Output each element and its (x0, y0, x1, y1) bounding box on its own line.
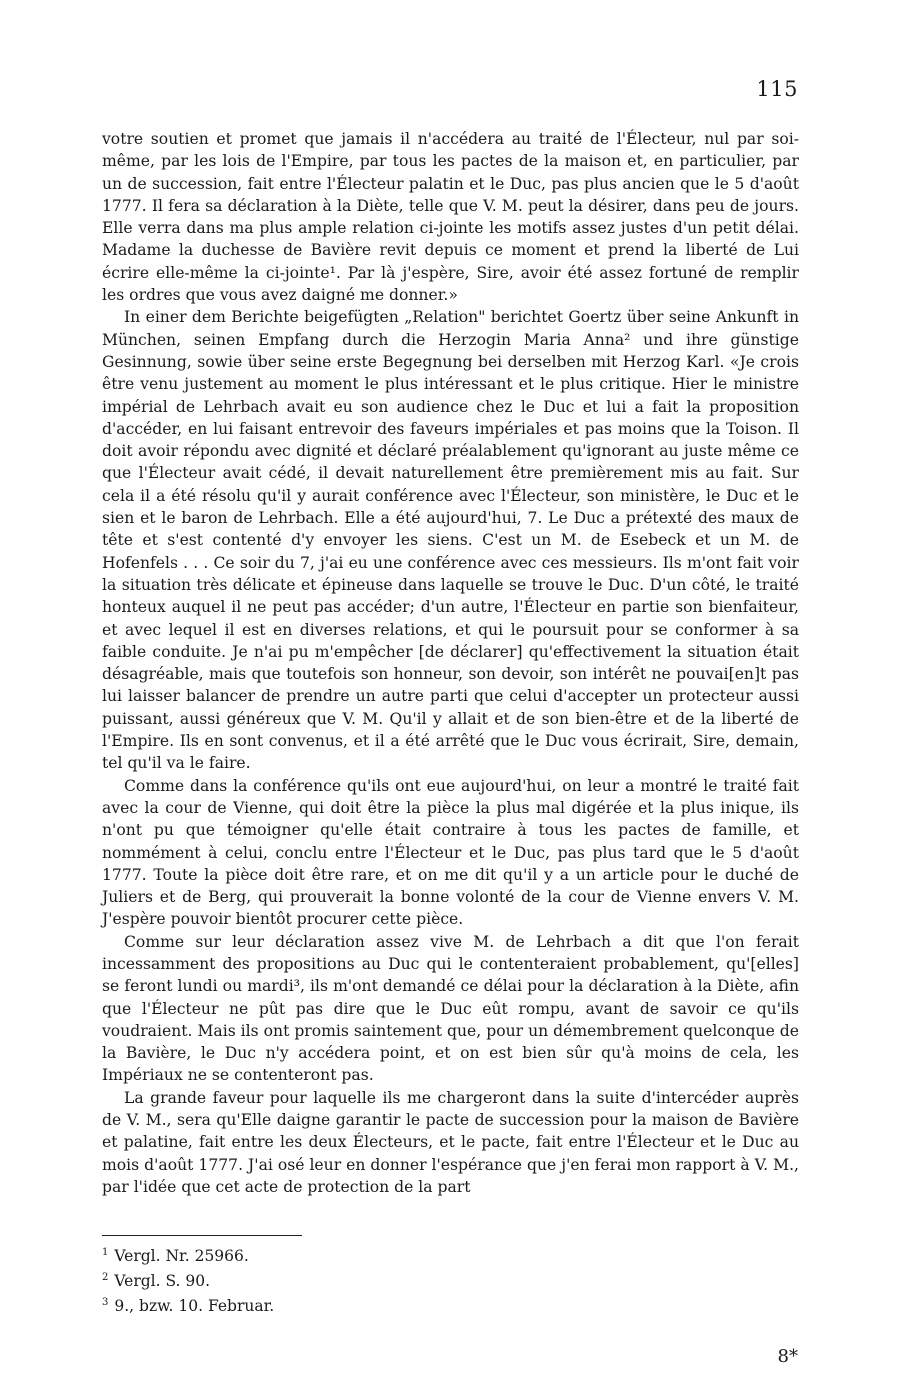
footnote (102, 1292, 502, 1317)
paragraph: votre soutien et promet que jamais il n'accédera au traité de l'Électeur, nul par soi-même, par les lois de l'Empire, par tous les pactes de la maison et, en particulier, par un de succession, fait entre l'Électeur palatin et le Duc, pas plus ancien que le 5 d'août 1777. Il fera sa déclaration à la Diète, telle que V. M. peut la désirer, dans peu de jours. Elle verra dans ma plus ample relation ci-jointe les motifs assez justes d'un petit délai. Madame la duchesse de Bavière revit depuis ce moment et prend la liberté de Lui écrire elle-même la ci-jointe¹. Par là j'espère, Sire, avoir été assez fortuné de remplir les ordres que vous avez daigné me donner.» (102, 130, 799, 305)
footnote-divider (102, 1235, 302, 1236)
footnote-mark: 2 (102, 1272, 109, 1284)
body-text (102, 128, 799, 1198)
footnote-text: Vergl. Nr. 25966. (114, 1247, 249, 1266)
footnote-mark: 1 (102, 1247, 109, 1258)
paragraph: La grande faveur pour laquelle ils me chargeront dans la suite d'intercéder auprès de V. M., sera qu'Elle daigne garantir le pacte de succession pour la maison de Bavière et palatine, fait entre les deux Électeurs, et le pacte, fait entre l'Électeur et le Duc au mois d'août 1777. J'ai osé leur en donner l'espérance que j'en ferai mon rapport à V. M., par l'idée que cet acte de protection de la part (102, 1088, 799, 1196)
footnote-mark: 3 (102, 1297, 109, 1309)
page-number: 115 (756, 77, 798, 101)
paragraph: Comme sur leur déclaration assez vive M. de Lehrbach a dit que l'on ferait incessamment des propositions au Duc qui le contenteraient probablement, qu'[elles] se feront lundi ou mardi³, ils m'ont demandé ce délai pour la déclaration à la Diète, afin que l'Électeur ne pût pas dire que le Duc eût rompu, avant de savoir ce qu'ils voudraient. Mais ils ont promis saintement que, pour un démembrement quelconque de la Bavière, le Duc n'y accédera point, et on est bien sûr qu'à moins de cela, les Impériaux ne se contenteront pas. (102, 932, 799, 1085)
footnote (102, 1242, 502, 1267)
sheet-signature: 8* (777, 1346, 798, 1367)
footnote-text: Vergl. S. 90. (114, 1272, 211, 1291)
footnotes (102, 1242, 502, 1317)
footnote (102, 1267, 502, 1292)
footnote-text: 9., bzw. 10. Februar. (114, 1297, 275, 1316)
paragraph: Comme dans la conférence qu'ils ont eue aujourd'hui, on leur a montré le traité fait avec la cour de Vienne, qui doit être la pièce la plus mal digérée et la plus inique, ils n'ont pu que témoigner qu'elle était contraire à tous les pactes de famille, et nommément à celui, conclu entre l'Électeur et le Duc, pas plus tard que le 5 d'août 1777. Toute la pièce doit être rare, et on me dit qu'il y a un article pour le duché de Juliers et de Berg, qui prouverait la bonne volonté de la cour de Vienne envers V. M. J'espère pouvoir bientôt procurer cette pièce. (102, 776, 799, 929)
paragraph: In einer dem Berichte beigefügten „Relation" berichtet Goertz über seine Ankunft in München, seinen Empfang durch die Herzogin Maria Anna² und ihre günstige Gesinnung, sowie über seine erste Begegnung bei derselben mit Herzog Karl. «Je crois être venu justement au moment le plus intéressant et le plus critique. Hier le ministre impérial de Lehrbach avait eu son audience chez le Duc et lui a fait la proposition d'accéder, en lui faisant entrevoir des faveurs impériales et pas moins que la Toison. Il doit avoir répondu avec dignité et déclaré préalablement qu'ignorant au juste même ce que l'Électeur avait cédé, il devait naturellement être premièrement mis au fait. Sur cela il a été résolu qu'il y aurait conférence avec l'Électeur, son ministère, le Duc et le sien et le baron de Lehrbach. Elle a été aujourd'hui, 7. Le Duc a prétexté des maux de tête et s'est contenté d'y envoyer les siens. C'est un M. de Esebeck et un M. de Hofenfels . . . Ce soir du 7, j'ai eu une conférence avec ces messieurs. Ils m'ont fait voir la situation très délicate et épineuse dans laquelle se trouve le Duc. D'un côté, le traité honteux auquel il ne peut pas accéder; d'un autre, l'Électeur en partie son bienfaiteur, et avec lequel il est en diverses relations, et qui le poursuit pour se conformer à sa faible conduite. Je n'ai pu m'empêcher [de déclarer] qu'effectivement la situation était désagréable, mais que toutefois son honneur, son devoir, son intérêt ne pouvai[en]t pas lui laisser balancer de prendre un autre parti que celui d'accepter un protecteur aussi puissant, aussi généreux que V. M. Qu'il y allait et de son bien-être et de la liberté de l'Empire. Ils en sont convenus, et il a été arrêté que le Duc vous écrirait, Sire, demain, tel qu'il va le faire. (102, 308, 799, 773)
